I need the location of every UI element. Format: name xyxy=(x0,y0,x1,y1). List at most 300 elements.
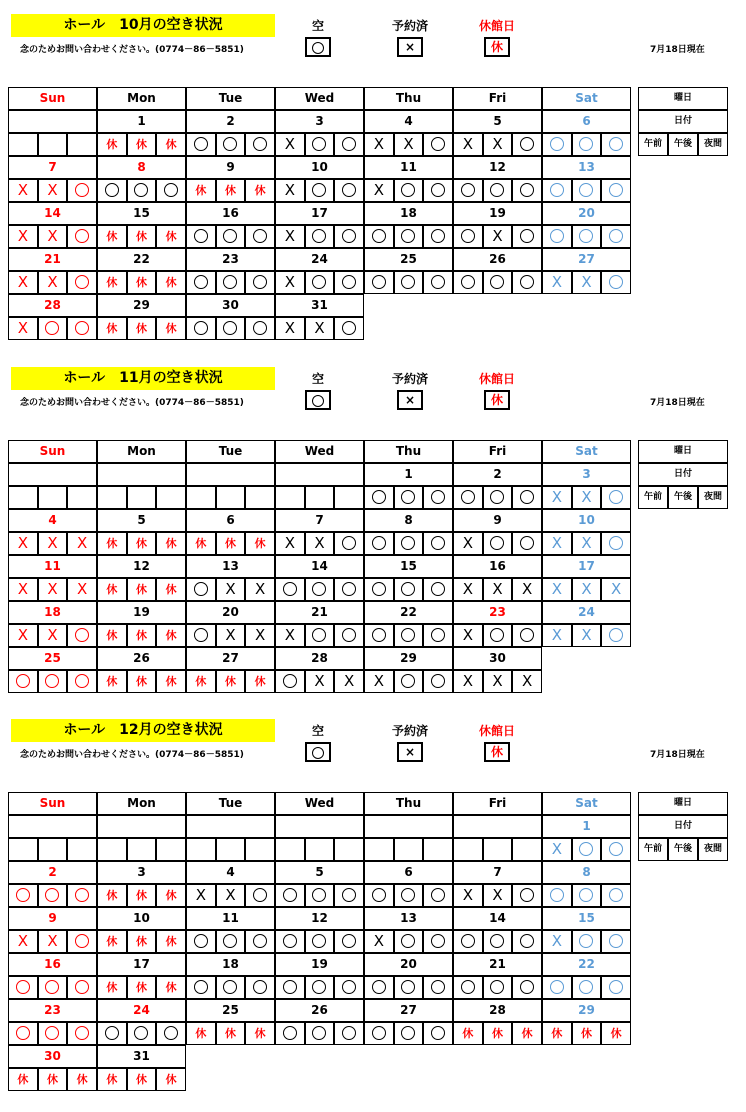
legend-label: 予約済 xyxy=(391,724,428,738)
month-section xyxy=(0,14,746,364)
slot-cell xyxy=(483,486,513,509)
slot-cell xyxy=(483,1022,513,1045)
circle-icon xyxy=(461,275,475,289)
weekday-header: Thu xyxy=(364,440,453,463)
circle-icon xyxy=(431,536,445,550)
cross-icon: X xyxy=(492,135,503,153)
slot-row xyxy=(8,838,631,861)
contact-note: 念のためお問い合わせください。(0774－86－5851) xyxy=(20,45,244,55)
cross-icon: X xyxy=(195,886,206,904)
slot-cell xyxy=(305,532,335,555)
slot-row xyxy=(8,1068,631,1091)
cross-icon: X xyxy=(373,181,384,199)
slot-cell xyxy=(601,624,631,647)
circle-icon xyxy=(609,628,623,642)
circle-icon xyxy=(550,183,564,197)
date-row xyxy=(8,647,631,670)
slot-cell xyxy=(186,1022,216,1045)
slot-cell xyxy=(275,976,305,999)
slot-cell xyxy=(572,624,602,647)
month-title: ホール 11月の空き状況 xyxy=(11,367,275,390)
date-row xyxy=(8,999,631,1022)
slot-cell xyxy=(275,578,305,601)
weekday-header-row xyxy=(8,792,631,815)
slot-cell xyxy=(186,578,216,601)
circle-icon xyxy=(609,842,623,856)
circle-icon xyxy=(283,582,297,596)
legend-symbol: 休 xyxy=(484,390,510,410)
circle-icon xyxy=(431,934,445,948)
weekday-header: Fri xyxy=(453,440,542,463)
slot-cell xyxy=(156,1022,186,1045)
slot-cell xyxy=(423,225,453,248)
cross-icon: X xyxy=(47,534,58,552)
slot-cell xyxy=(423,838,453,861)
circle-icon xyxy=(609,490,623,504)
date-cell: 4 xyxy=(364,110,453,133)
slot-cell xyxy=(512,578,542,601)
closed-mark: 休 xyxy=(580,1027,592,1040)
cross-icon: X xyxy=(522,672,533,690)
date-cell: 11 xyxy=(364,156,453,179)
date-cell: 26 xyxy=(275,999,364,1022)
date-cell: 17 xyxy=(275,202,364,225)
slot-cell xyxy=(67,884,97,907)
slot-cell xyxy=(275,532,305,555)
slot-cell xyxy=(453,225,483,248)
date-cell: 5 xyxy=(97,509,186,532)
slot-cell xyxy=(394,179,424,202)
circle-icon xyxy=(223,980,237,994)
circle-icon xyxy=(75,888,89,902)
slot-cell xyxy=(334,624,364,647)
cross-icon: X xyxy=(551,273,562,291)
circle-icon xyxy=(223,321,237,335)
side-slot-label: 午前 xyxy=(638,838,668,861)
date-cell: 21 xyxy=(8,248,97,271)
circle-icon xyxy=(283,980,297,994)
closed-mark: 休 xyxy=(224,675,236,688)
circle-icon xyxy=(312,395,324,407)
date-row xyxy=(8,463,631,486)
as-of-date: 7月18日現在 xyxy=(650,398,705,408)
weekday-header: Mon xyxy=(97,87,186,110)
slot-cell xyxy=(364,532,394,555)
cross-icon: X xyxy=(462,672,473,690)
circle-icon xyxy=(45,674,59,688)
circle-icon xyxy=(312,1026,326,1040)
slot-cell xyxy=(483,930,513,953)
slot-cell xyxy=(483,271,513,294)
slot-cell xyxy=(512,179,542,202)
closed-mark: 休 xyxy=(165,675,177,688)
legend-label: 空 xyxy=(311,372,324,386)
cross-icon: X xyxy=(522,580,533,598)
closed-mark: 休 xyxy=(135,230,147,243)
circle-icon xyxy=(253,888,267,902)
slot-cell xyxy=(512,225,542,248)
slot-cell xyxy=(67,179,97,202)
date-cell xyxy=(453,815,542,838)
closed-mark: 休 xyxy=(106,935,118,948)
date-cell: 28 xyxy=(453,999,542,1022)
date-cell: 29 xyxy=(542,999,631,1022)
date-row xyxy=(8,861,631,884)
legend-symbol xyxy=(305,390,331,410)
closed-mark: 休 xyxy=(135,981,147,994)
cross-icon: X xyxy=(314,319,325,337)
circle-icon xyxy=(283,1026,297,1040)
slot-cell xyxy=(38,133,68,156)
date-cell: 13 xyxy=(542,156,631,179)
date-cell: 10 xyxy=(542,509,631,532)
date-cell: 10 xyxy=(275,156,364,179)
slot-cell xyxy=(127,578,157,601)
date-cell: 30 xyxy=(8,1045,97,1068)
circle-icon xyxy=(609,183,623,197)
cross-icon: X xyxy=(551,932,562,950)
side-slot-label: 午前 xyxy=(638,486,668,509)
slot-cell xyxy=(512,838,542,861)
closed-mark: 休 xyxy=(135,583,147,596)
date-cell: 24 xyxy=(97,999,186,1022)
slot-row xyxy=(8,133,631,156)
circle-icon xyxy=(579,888,593,902)
slot-cell xyxy=(364,133,394,156)
cross-icon: X xyxy=(373,672,384,690)
date-cell: 20 xyxy=(364,953,453,976)
slot-cell xyxy=(334,225,364,248)
slot-cell xyxy=(186,133,216,156)
slot-cell xyxy=(305,624,335,647)
weekday-header: Tue xyxy=(186,792,275,815)
date-cell: 10 xyxy=(97,907,186,930)
slot-cell xyxy=(453,271,483,294)
date-cell: 15 xyxy=(364,555,453,578)
slot-cell xyxy=(601,133,631,156)
slot-cell xyxy=(512,532,542,555)
slot-cell xyxy=(8,1022,38,1045)
slot-cell xyxy=(156,884,186,907)
closed-mark: 休 xyxy=(195,675,207,688)
cross-icon: X xyxy=(492,886,503,904)
slot-cell xyxy=(364,670,394,693)
circle-icon xyxy=(609,275,623,289)
slot-cell xyxy=(601,930,631,953)
date-cell: 22 xyxy=(97,248,186,271)
slot-cell xyxy=(512,976,542,999)
slot-row xyxy=(8,624,631,647)
slot-cell xyxy=(334,271,364,294)
slot-cell xyxy=(572,225,602,248)
date-cell: 15 xyxy=(542,907,631,930)
slot-cell xyxy=(275,838,305,861)
side-slot-label: 午後 xyxy=(668,133,698,156)
date-cell: 6 xyxy=(364,861,453,884)
cross-icon: X xyxy=(284,181,295,199)
circle-icon xyxy=(45,980,59,994)
cross-icon: X xyxy=(551,534,562,552)
circle-icon xyxy=(490,934,504,948)
circle-icon xyxy=(312,42,324,54)
circle-icon xyxy=(401,490,415,504)
cross-icon: X xyxy=(225,580,236,598)
date-cell xyxy=(8,815,97,838)
calendar-grid xyxy=(8,792,631,1091)
slot-cell xyxy=(305,578,335,601)
slot-cell xyxy=(8,930,38,953)
slot-cell xyxy=(275,179,305,202)
contact-note: 念のためお問い合わせください。(0774－86－5851) xyxy=(20,750,244,760)
circle-icon xyxy=(312,582,326,596)
circle-icon xyxy=(342,628,356,642)
date-cell xyxy=(186,463,275,486)
date-cell: 27 xyxy=(186,647,275,670)
slot-cell xyxy=(156,578,186,601)
circle-icon xyxy=(490,980,504,994)
slot-cell xyxy=(453,976,483,999)
date-cell: 23 xyxy=(186,248,275,271)
cross-icon: X xyxy=(551,840,562,858)
slot-cell xyxy=(216,225,246,248)
slot-cell xyxy=(216,838,246,861)
side-slot-label: 夜間 xyxy=(698,838,728,861)
slot-cell xyxy=(245,578,275,601)
date-cell: 29 xyxy=(364,647,453,670)
date-cell: 14 xyxy=(275,555,364,578)
slot-cell xyxy=(216,884,246,907)
date-cell: 31 xyxy=(97,1045,186,1068)
cross-icon: X xyxy=(284,273,295,291)
cross-icon: X xyxy=(492,227,503,245)
slot-cell xyxy=(97,225,127,248)
slot-cell xyxy=(334,532,364,555)
circle-icon xyxy=(105,183,119,197)
circle-icon xyxy=(223,275,237,289)
slot-cell xyxy=(601,884,631,907)
circle-icon xyxy=(283,934,297,948)
date-cell: 31 xyxy=(275,294,364,317)
closed-mark: 休 xyxy=(165,935,177,948)
slot-cell xyxy=(97,578,127,601)
calendar-grid xyxy=(8,440,631,693)
circle-icon xyxy=(431,137,445,151)
slot-row xyxy=(8,884,631,907)
circle-icon xyxy=(75,229,89,243)
date-cell xyxy=(275,815,364,838)
slot-cell xyxy=(67,271,97,294)
circle-icon xyxy=(312,934,326,948)
date-cell: 26 xyxy=(453,248,542,271)
closed-mark: 休 xyxy=(224,184,236,197)
slot-cell xyxy=(67,1068,97,1091)
closed-mark: 休 xyxy=(165,537,177,550)
slot-cell xyxy=(97,317,127,340)
slot-cell xyxy=(394,1022,424,1045)
date-cell: 7 xyxy=(275,509,364,532)
closed-mark: 休 xyxy=(462,1027,474,1040)
circle-icon xyxy=(253,275,267,289)
cross-icon: X xyxy=(225,626,236,644)
closed-mark: 休 xyxy=(106,537,118,550)
slot-cell xyxy=(601,532,631,555)
slot-cell xyxy=(67,976,97,999)
closed-mark: 休 xyxy=(521,1027,533,1040)
circle-icon xyxy=(490,183,504,197)
slot-cell xyxy=(186,532,216,555)
slot-cell xyxy=(305,884,335,907)
side-slot-label: 午前 xyxy=(638,133,668,156)
circle-icon xyxy=(342,137,356,151)
date-cell: 4 xyxy=(8,509,97,532)
cross-icon: X xyxy=(551,488,562,506)
weekday-header: Wed xyxy=(275,87,364,110)
side-label: 日付 xyxy=(638,110,728,133)
circle-icon xyxy=(16,888,30,902)
slot-cell xyxy=(216,317,246,340)
date-cell: 26 xyxy=(97,647,186,670)
slot-cell xyxy=(483,133,513,156)
slot-cell xyxy=(156,532,186,555)
legend-label: 空 xyxy=(311,724,324,738)
slot-cell xyxy=(334,317,364,340)
slot-cell xyxy=(97,1022,127,1045)
slot-cell xyxy=(8,976,38,999)
cross-icon: X xyxy=(77,534,88,552)
circle-icon xyxy=(194,321,208,335)
slot-cell xyxy=(38,838,68,861)
slot-cell xyxy=(394,225,424,248)
circle-icon xyxy=(342,275,356,289)
circle-icon xyxy=(194,582,208,596)
slot-cell xyxy=(97,1068,127,1091)
slot-cell xyxy=(38,976,68,999)
circle-icon xyxy=(134,183,148,197)
slot-cell xyxy=(542,532,572,555)
cross-icon: X xyxy=(284,319,295,337)
slot-cell xyxy=(334,179,364,202)
circle-icon xyxy=(372,229,386,243)
circle-icon xyxy=(372,1026,386,1040)
slot-cell xyxy=(275,271,305,294)
slot-cell xyxy=(305,976,335,999)
slot-cell xyxy=(216,930,246,953)
date-cell: 28 xyxy=(8,294,97,317)
slot-cell xyxy=(186,486,216,509)
weekday-header: Mon xyxy=(97,792,186,815)
cross-icon: X xyxy=(581,534,592,552)
circle-icon xyxy=(579,842,593,856)
date-cell: 25 xyxy=(364,248,453,271)
closed-mark: 休 xyxy=(106,322,118,335)
date-cell: 27 xyxy=(364,999,453,1022)
slot-cell xyxy=(542,976,572,999)
circle-icon xyxy=(75,934,89,948)
date-row xyxy=(8,202,631,225)
side-label: 曜日 xyxy=(638,87,728,110)
slot-cell xyxy=(305,179,335,202)
slot-cell xyxy=(364,271,394,294)
slot-cell xyxy=(216,133,246,156)
date-cell: 16 xyxy=(186,202,275,225)
slot-cell xyxy=(186,317,216,340)
cross-icon: X xyxy=(17,932,28,950)
circle-icon xyxy=(461,183,475,197)
circle-icon xyxy=(401,1026,415,1040)
slot-cell xyxy=(127,930,157,953)
slot-cell xyxy=(38,1068,68,1091)
circle-icon xyxy=(75,628,89,642)
slot-cell xyxy=(572,976,602,999)
circle-icon xyxy=(372,490,386,504)
slot-cell xyxy=(512,670,542,693)
slot-cell xyxy=(127,486,157,509)
slot-cell xyxy=(334,884,364,907)
circle-icon xyxy=(609,137,623,151)
slot-cell xyxy=(245,930,275,953)
slot-cell xyxy=(127,133,157,156)
slot-cell xyxy=(572,486,602,509)
slot-cell xyxy=(334,976,364,999)
circle-icon xyxy=(579,980,593,994)
slot-cell xyxy=(483,532,513,555)
slot-cell xyxy=(542,578,572,601)
closed-mark: 休 xyxy=(76,1073,88,1086)
circle-icon xyxy=(431,490,445,504)
circle-icon xyxy=(579,183,593,197)
circle-icon xyxy=(16,674,30,688)
closed-mark: 休 xyxy=(165,583,177,596)
circle-icon xyxy=(490,628,504,642)
closed-mark: 休 xyxy=(135,629,147,642)
weekday-header: Mon xyxy=(97,440,186,463)
date-cell xyxy=(8,110,97,133)
slot-cell xyxy=(423,930,453,953)
circle-icon xyxy=(164,1026,178,1040)
date-cell: 25 xyxy=(186,999,275,1022)
slot-cell xyxy=(394,133,424,156)
weekday-header: Thu xyxy=(364,792,453,815)
slot-cell xyxy=(8,838,38,861)
slot-cell xyxy=(127,976,157,999)
slot-cell xyxy=(8,578,38,601)
date-cell: 18 xyxy=(8,601,97,624)
date-cell xyxy=(97,815,186,838)
legend-label: 休館日 xyxy=(478,372,515,386)
slot-cell xyxy=(453,670,483,693)
date-row xyxy=(8,601,631,624)
slot-cell xyxy=(572,838,602,861)
cross-icon: X xyxy=(373,135,384,153)
closed-mark: 休 xyxy=(106,981,118,994)
slot-cell xyxy=(601,578,631,601)
date-cell: 15 xyxy=(97,202,186,225)
date-cell: 1 xyxy=(364,463,453,486)
circle-icon xyxy=(579,137,593,151)
slot-cell xyxy=(8,179,38,202)
slot-cell xyxy=(542,838,572,861)
slot-cell xyxy=(275,133,305,156)
slot-cell xyxy=(364,578,394,601)
closed-mark: 休 xyxy=(551,1027,563,1040)
slot-cell xyxy=(453,1022,483,1045)
slot-cell xyxy=(542,930,572,953)
cross-icon: X xyxy=(255,626,266,644)
slot-cell xyxy=(67,838,97,861)
weekday-header: Wed xyxy=(275,440,364,463)
closed-mark: 休 xyxy=(106,629,118,642)
circle-icon xyxy=(461,229,475,243)
